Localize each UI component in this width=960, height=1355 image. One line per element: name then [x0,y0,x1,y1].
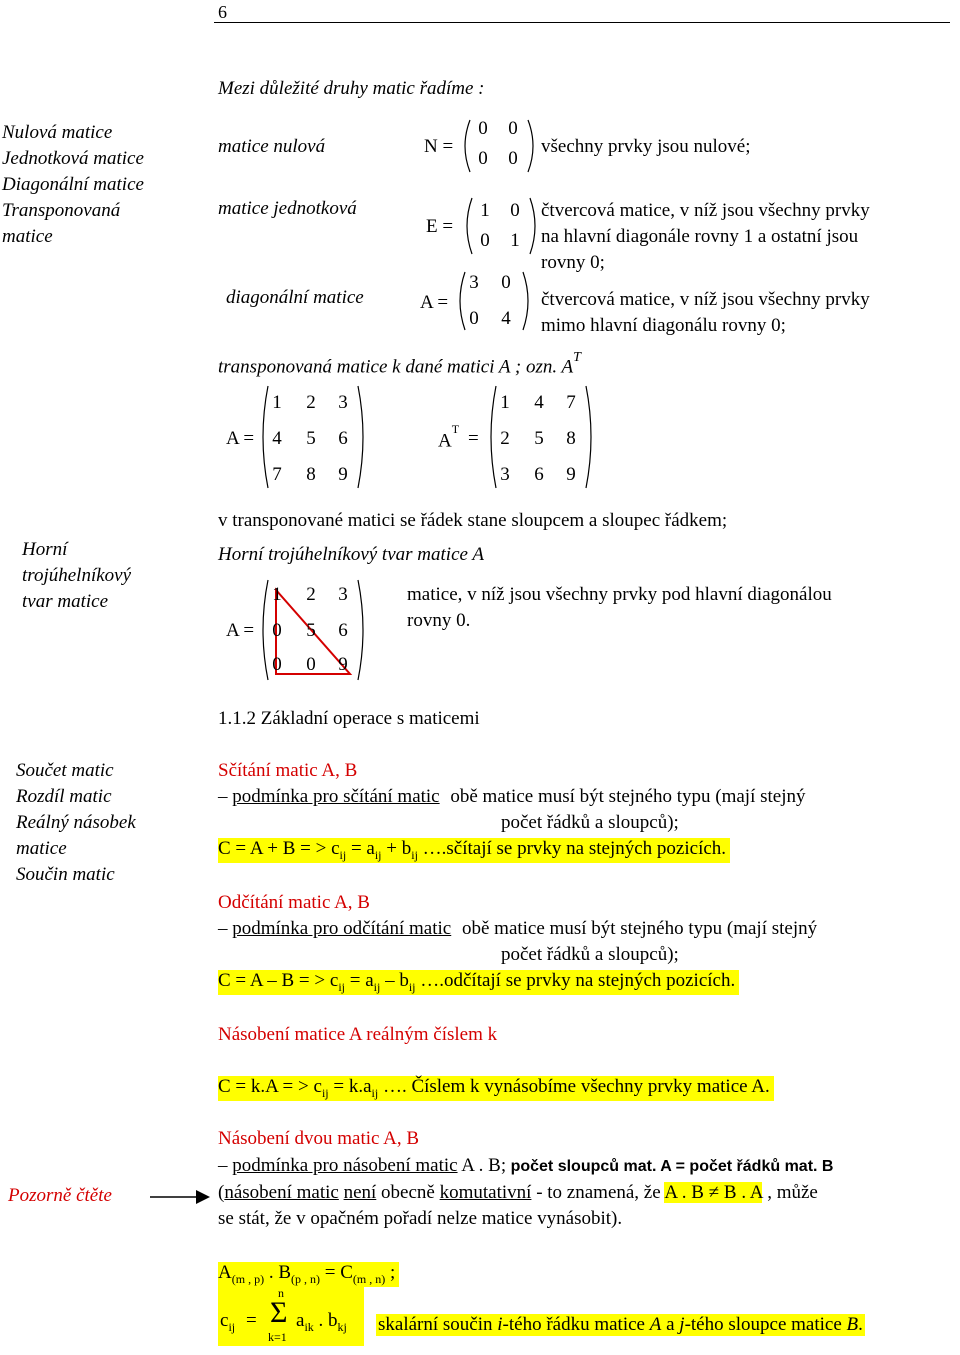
matrix-cell: 1 [480,200,490,221]
matrix-cell: 0 [501,272,511,293]
sidebar-group-upper [22,537,131,615]
diagonal-matrix-label: diagonální matice [226,287,364,308]
formula-sub: ij [338,979,345,994]
diagonal-matrix-desc [541,287,870,339]
matrix-cell: 4 [534,392,544,413]
desc-part: A [649,1314,662,1335]
note-highlight: A . B ≠ B . A [664,1182,763,1203]
matrix-cell: 9 [338,654,348,675]
note-underlined: není [343,1182,377,1203]
sidebar-group-types [2,120,144,250]
matrix-cell: 0 [508,148,518,169]
upper-desc [407,582,832,634]
formula-sub: ij [371,1085,379,1100]
sidebar-item: Nulová matice [2,122,113,143]
at-letter: A [438,430,452,452]
subtraction-formula [218,970,739,995]
matrix-cell: 7 [272,464,282,485]
arrow-right-icon [150,1188,212,1206]
at-sup: T [451,422,460,436]
matrix-cell: 6 [534,464,544,485]
condition-text: obě matice musí být stejného typu (mají stejný [461,918,818,939]
desc-part: j [679,1314,685,1335]
formula-part: C = A + B = > c [218,838,340,859]
matrix-cell: 8 [306,464,316,485]
zero-matrix-desc: všechny prvky jsou nulové; [541,136,751,157]
matrix-cell: 6 [338,620,348,641]
sigma-icon: Σ [270,1296,288,1329]
sidebar-group-operations [16,758,136,888]
condition-label: podmínka pro sčítání matic [232,786,440,807]
dims-sub: (p , n) [291,1271,320,1286]
subtraction-condition-cont: počet řádků a sloupců); [501,944,679,965]
formula-sub: ij [339,847,347,862]
matrix-cell: 3 [500,464,510,485]
sidebar-item: Součin matic [16,864,115,885]
addition-condition [218,786,806,808]
desc-line: matice, v níž jsou všechny prvky pod hlavní diagonálou [407,584,832,605]
condition-label: podmínka pro odčítání matic [232,918,452,939]
scalar-title: Násobení matice A reálným číslem k [218,1024,498,1045]
sum-a-letter: a [296,1310,305,1331]
sum-b-sub: kj [337,1319,347,1334]
desc-part: . [858,1314,863,1335]
zero-matrix-symbol: N = [424,136,454,157]
desc-line: mimo hlavní diagonálu rovny 0; [541,315,786,336]
attention-note: Pozorně čtěte [8,1185,112,1206]
formula-sub: ij [321,1085,329,1100]
matrix-cell: 4 [272,428,282,449]
transpose-heading-sup: T [573,350,581,365]
matrix-cell: 1 [500,392,510,413]
sum-c [220,1310,235,1335]
desc-line: rovny 0. [407,610,471,631]
section-title: 1.1.2 Základní operace s maticemi [218,708,480,729]
matrix-at-eq: = [468,428,479,449]
note-part: obecně [376,1182,440,1203]
formula-part: = a [344,970,374,991]
matrix-at-symbol [438,422,460,452]
product-title: Násobení dvou matic A, B [218,1128,420,1149]
transpose-note: v transponované matici se řádek stane sloupcem a sloupec řádkem; [218,510,728,531]
scalar-formula [218,1076,774,1101]
sum-c-letter: c [220,1310,229,1331]
sum-top: n [278,1286,284,1300]
desc-line: rovny 0; [541,252,605,273]
matrix-cell: 0 [478,148,488,169]
matrix-cell: 1 [272,584,282,605]
matrix-a-symbol: A = [226,428,255,449]
matrix-cell: 2 [306,392,316,413]
dims-part: . B [264,1262,291,1283]
sidebar-item: Horní [22,539,68,560]
matrix-cell: 2 [500,428,510,449]
sidebar-item: matice [2,226,53,247]
identity-matrix-desc [541,198,870,276]
intro-text: Mezi důležité druhy matic řadíme : [218,78,485,99]
sum-c-sub: ij [228,1319,236,1334]
matrix-cell: 5 [306,428,316,449]
matrix-cell: 3 [338,584,348,605]
identity-matrix-symbol: E = [426,216,454,237]
transpose-heading [218,350,581,378]
subtraction-condition [218,918,817,940]
formula-part: C = k.A = > c [218,1076,322,1097]
product-condition [218,1155,833,1177]
formula-part: …. Číslem k vynásobíme všechny prvky matice A. [378,1076,770,1097]
formula-sub: ij [374,847,382,862]
matrix-cell: 1 [272,392,282,413]
formula-part: = k.a [328,1076,372,1097]
matrix-cell: 3 [469,272,479,293]
note-part: - to znamená, že [531,1182,665,1203]
dash: – [218,1155,228,1176]
product-note [218,1182,818,1204]
matrix-cell: 0 [469,308,479,329]
sidebar-item: tvar matice [22,591,109,612]
sidebar-item: Jednotková matice [2,148,144,169]
note-underlined: komutativní [439,1182,532,1203]
sidebar-item: matice [16,838,67,859]
matrix-cell: 0 [272,654,282,675]
matrix-cell: 3 [338,392,348,413]
formula-sub: ij [373,979,381,994]
formula-part: = a [346,838,375,859]
page-number: 6 [218,2,227,22]
product-sum-desc [376,1314,865,1336]
matrix-cell: 0 [478,118,488,139]
addition-condition-cont: počet řádků a sloupců); [501,812,679,833]
desc-part: -tého sloupce matice [684,1314,847,1335]
dash: – [218,786,228,807]
matrix-cell: 0 [272,620,282,641]
matrix-cell: 4 [501,308,511,329]
sidebar-item: trojúhelníkový [22,565,132,586]
header-rule [214,22,950,23]
matrix-cell: 2 [306,584,316,605]
formula-sub: ij [411,847,418,862]
matrix-cell: 7 [566,392,576,413]
formula-part: C = A – B = > c [218,970,339,991]
dims-part: = C [320,1262,353,1283]
matrix-cell: 0 [306,654,316,675]
note-part: ( [218,1182,225,1203]
upper-heading: Horní trojúhelníkový tvar matice A [218,544,484,565]
product-dimensions [218,1262,399,1287]
transpose-heading-text: transponovaná matice k dané matici A ; ozn. A [218,356,574,378]
upper-matrix-symbol: A = [226,620,255,641]
matrix-cell: 8 [566,428,576,449]
desc-part: B [846,1314,859,1335]
dash: – [218,918,228,939]
matrix-cell: 9 [566,464,576,485]
matrix-cell: 6 [338,428,348,449]
sum-a [296,1310,347,1335]
sidebar-item: Transponovaná [2,200,121,221]
desc-line: čtvercová matice, v níž jsou všechny prvky [541,289,870,310]
formula-part: ….odčítají se prvky na stejných pozicích. [415,970,736,991]
sum-eq: = [246,1310,257,1331]
sum-a-sub: ik [304,1319,314,1334]
matrix-cell: 0 [480,230,490,251]
desc-part: -tého řádku matice [502,1314,650,1335]
formula-part: ….sčítají se prvky na stejných pozicích. [417,838,727,859]
condition-rest: počet sloupců mat. A = počet řádků mat. B [506,1158,834,1175]
dims-sub: (m , p) [231,1271,265,1286]
sidebar-item: Rozdíl matic [16,786,112,807]
identity-matrix-label: matice jednotková [218,198,357,219]
matrix-cell: 1 [510,230,520,251]
sidebar-item: Reálný násobek [16,812,136,833]
formula-sub: ij [408,979,416,994]
diagonal-matrix-symbol: A = [420,292,449,313]
matrix-cell: 5 [306,620,316,641]
condition-label: podmínka pro násobení matic [232,1155,458,1176]
sidebar-item: Diagonální matice [2,174,144,195]
product-note-line3: se stát, že v opačném pořadí nelze matice vynásobit). [218,1208,623,1229]
sidebar-item: Součet matic [16,760,114,781]
sum-dot: . b [313,1310,338,1331]
addition-title: Sčítání matic A, B [218,760,358,781]
product-sum-formula [218,1286,364,1346]
matrix-cell: 5 [534,428,544,449]
condition-text: obě matice musí být stejného typu (mají stejný [450,786,806,807]
formula-part: + b [381,838,412,859]
note-underlined: násobení matic [224,1182,339,1203]
matrix-cell: 0 [508,118,518,139]
dims-sub: (m , n) [352,1271,386,1286]
sum-bottom: k=1 [268,1330,287,1344]
subtraction-title: Odčítání matic A, B [218,892,370,913]
desc-part: skalární součin [378,1314,498,1335]
matrix-cell: 9 [338,464,348,485]
addition-formula [218,838,730,863]
formula-part: – b [380,970,409,991]
desc-part: i [497,1314,503,1335]
desc-line: na hlavní diagonále rovny 1 a ostatní jsou [541,226,859,247]
matrix-cell: 0 [510,200,520,221]
dims-part: A [218,1262,232,1283]
desc-part: a [661,1314,680,1335]
dims-part: ; [385,1262,396,1283]
desc-line: čtvercová matice, v níž jsou všechny prvky [541,200,870,221]
note-part: , může [762,1182,818,1203]
condition-mid: A . B; [457,1155,507,1176]
zero-matrix-label: matice nulová [218,136,326,157]
